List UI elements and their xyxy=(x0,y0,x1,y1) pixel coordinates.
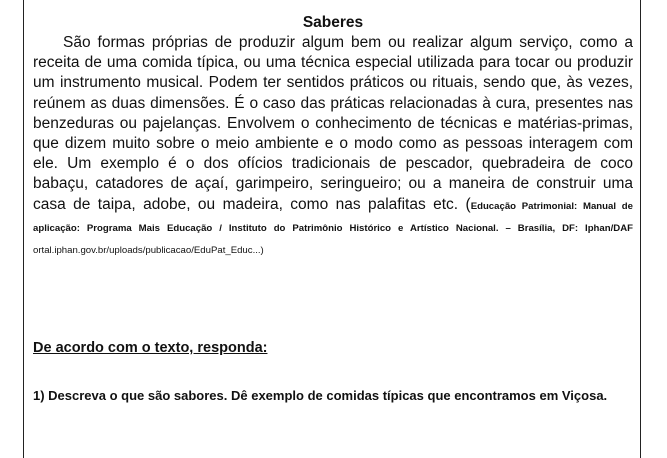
paragraph-text: São formas próprias de produzir algum bem ou realizar algum serviço, como a receita de uma comida típica, ou uma técnica especial utilizada para tocar ou produzir um instrumento musical. Podem ter sentidos práticos ou rituais, sendo que, às vezes, reúnem as duas dimensões. É o caso das práticas relacionadas à cura, presentes nas benzeduras ou pajelanças. Envolvem o conhecimento de técnicas e matérias-primas, que dizem muito sobre o meio ambiente e o modo como as pessoas interagem com ele. Um exemplo é o dos ofícios tradicionais de pescador, quebradeira de coco babaçu, catadores de açaí, garimpeiro, seringueiro; ou a maneira de construir uma casa de taipa, adobe, ou madeira, como nas palafitas etc. xyxy=(33,34,633,213)
body-paragraph xyxy=(33,33,633,261)
citation-source: Educação Patrimonial: Manual de aplicação: Programa Mais Educação / Instituto do Patrimônio Histórico e Artístico Nacional. – Brasília, DF: Iphan/DAF xyxy=(33,200,633,234)
section-heading: De acordo com o texto, responda: xyxy=(33,340,268,356)
citation-open-paren: ( xyxy=(465,195,471,213)
document-title: Saberes xyxy=(302,14,364,31)
question-1: 1) Descreva o que são sabores. Dê exemplo de comidas típicas que encontramos em Viçosa. xyxy=(33,388,608,403)
document xyxy=(33,0,633,403)
citation-url: ortal.iphan.gov.br/uploads/publicacao/EduPat_Educ...) xyxy=(33,245,264,257)
